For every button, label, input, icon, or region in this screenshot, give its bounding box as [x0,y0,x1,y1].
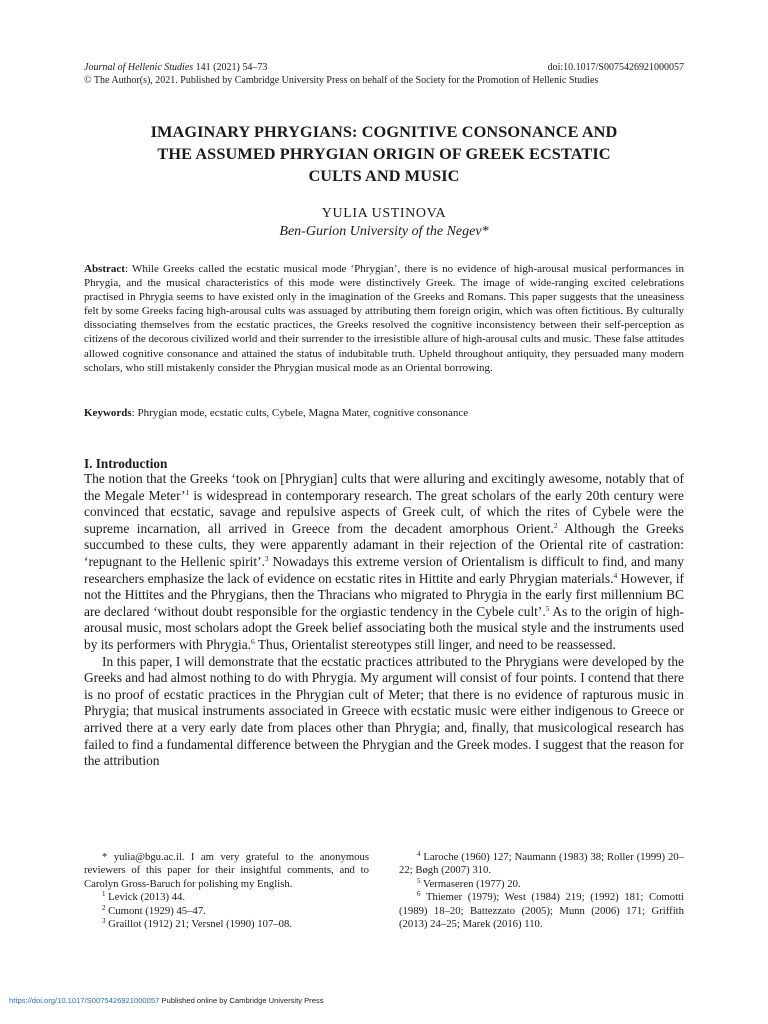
author-name: YULIA USTINOVA [321,206,447,221]
footnote-author: * yulia@bgu.ac.il. I am very grateful to the anonymous reviewers of this paper for their insightful comments, and to Carolyn Gross-Baruch for polishing my English. [84,851,369,890]
paragraph: In this paper, I will demonstrate that the ecstatic practices attributed to the Phrygians were developed by the Greeks and had almost nothing to do with Phrygia. My argument will consist of four points. I contend that there is no proof of ecstatic practices in the Phrygian cult of Meter; that there is no evidence of rapturous music in Phrygia; that musical instruments associated in Greece with ecstatic music were either indigenous to Greece or arrived there at a very early date from places other than Phrygia; and, finally, that musicological research has failed to find a fundamental difference between the Phrygian and the Greek modes. I suggest that the reason for the attribution [84,653,684,769]
footnote: $^6$ Thiemer (1979); West (1984) 219; (1992) 181; Comotti (1989) 18–20; Battezzato (2005); Munn (2006) 171; Griffith (2013) 24–25; Marek (2016) 110. [399,890,684,931]
page-footer [9,996,324,1005]
footnote-ref[interactable]: 4 [613,570,618,580]
abstract-label: Abstract [84,263,125,275]
paragraph: The notion that the Greeks ‘took on [Phrygian] cults that were alluring and excitingly awesome, notably that of the Megale Meter’$^1$ is widespread in contemporary research. The great scholars of the early 20th century were convinced that ecstatic, savage and repulsive aspects of Greek cult, of which the rites of Cybele were the supreme incarnation, all arrived in Greece from the decadent amorphous Orient.$^2$ Although the Greeks succumbed to these cults, they were apparently adamant in their rejection of the Oriental rite of castration: ‘repugnant to the Hellenic spirit’.$^3$ Nowadays this extreme version of Orientalism is difficult to find, and many researchers emphasize the lack of evidence on ecstatic rites in Hittite and early Phrygian materials.$^4$ However, if not the Hittites and the Phrygians, then the Thracians who migrated to Phrygia in the early first millennium BC are declared ‘without doubt responsible for the orgiastic tendency in the Cybele cult’.$^5$ As to the origin of high-arousal music, most scholars adopt the Greek belief associating both the musical style and the instruments used by its performers with Phrygia.$^6$ Thus, Orientalist stereotypes still linger, and need to be reassessed. [84,471,684,652]
title-line: IMAGINARY PHRYGIANS: COGNITIVE CONSONANCE AND [150,122,618,141]
footer-text: Published online by Cambridge University Press [159,996,324,1005]
copyright-line: © The Author(s), 2021. Published by Cambridge University Press on behalf of the Society for the Promotion of Hellenic Studies [84,75,599,86]
abstract [84,262,684,375]
footnote: $^5$ Vermaseren (1977) 20. [417,876,521,890]
footnote-ref[interactable]: 1 [185,487,190,497]
journal-header [84,61,684,87]
footnote-ref[interactable]: 6 [250,636,255,646]
keywords-text: : Phrygian mode, ecstatic cults, Cybele, Magna Mater, cognitive consonance [131,407,469,419]
keywords-label: Keywords [84,407,132,419]
abstract-text: : While Greeks called the ecstatic musical mode ‘Phrygian’, there is no evidence of high-arousal musical performances in Phrygia, and the musical characteristics of this mode were distinctively Greek. The image of wide-ranging excited celebrations practised in Phrygia seems to have existed only in the imagination of the Greeks and Romans. This paper suggests that the uneasiness felt by some Greeks facing high-arousal cults was assuaged by attributing them foreign origin, which was often fictitious. By culturally dissociating themselves from the ecstatic practices, the Greeks resolved the cognitive inconsistency between their self-perception as citizens of the decorous civilized world and their surrender to the irresistible allure of high-arousal cults and music. These false attitudes allowed cognitive consonance and attained the status of indubitable truth. Upheld throughout antiquity, they persuaded many modern scholars, who still mistakenly consider the Phrygian musical mode as an Oriental borrowing. [84,263,684,374]
journal-name: Journal of Hellenic Studies [84,62,194,73]
body-text [84,471,684,770]
section-heading: I. Introduction [84,456,168,471]
doi-text: doi:10.1017/S0075426921000057 [547,62,684,73]
footnote: $^1$ Levick (2013) 44. [102,890,186,904]
footnote: $^4$ Laroche (1960) 127; Naumann (1983) 38; Roller (1999) 20–22; Bøgh (2007) 310. [399,850,684,877]
footnote-ref[interactable]: 2 [553,520,558,530]
article-title [84,121,684,187]
title-line: CULTS AND MUSIC [308,166,460,185]
footnote-ref[interactable]: 5 [545,603,550,613]
title-line: THE ASSUMED PHRYGIAN ORIGIN OF GREEK ECSTATIC [157,144,611,163]
footnote: $^3$ Graillot (1912) 21; Versnel (1990) 107–08. [102,917,293,931]
journal-citation: Journal of Hellenic Studies 141 (2021) 54–73 [84,62,268,73]
footnotes-right [399,851,684,931]
footnote-ref[interactable]: 3 [264,553,269,563]
footnotes-left [84,851,369,931]
footnote: $^2$ Cumont (1929) 45–47. [102,903,206,917]
keywords [84,406,684,420]
author-affiliation: Ben-Gurion University of the Negev* [279,224,489,239]
doi-link[interactable]: https://doi.org/10.1017/S0075426921000057 [9,996,160,1005]
